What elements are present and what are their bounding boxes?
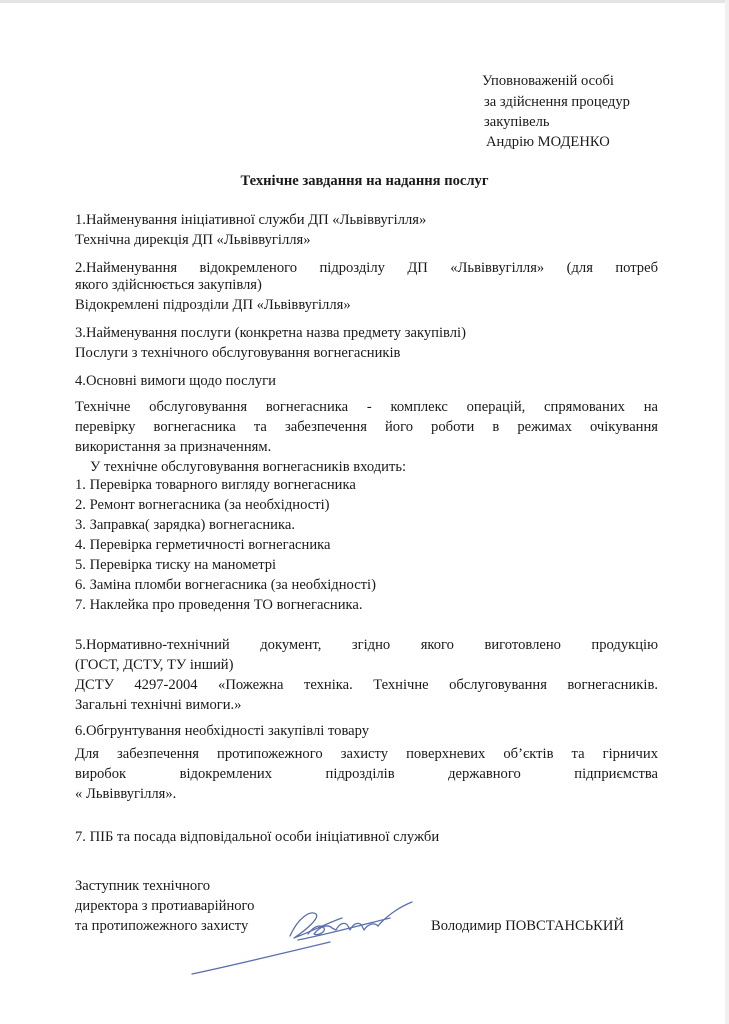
section-1-value: Технічна дирекція ДП «Львіввугілля» (75, 232, 311, 248)
section-5-heading-line-1: 5.Нормативно-технічний документ, згідно якого виготовлено продукцію (75, 637, 658, 653)
list-item: 5. Перевірка тиску на манометрі (75, 557, 277, 573)
section-4-intro: У технічне обслуговування вогнегасників входить: (90, 459, 407, 475)
signer-position-line-3: та протипожежного захисту (75, 918, 249, 934)
signer-position-line-2: директора з протиаварійного (75, 898, 255, 914)
section-2-heading-line-1: 2.Найменування відокремленого підрозділу ДП «Львіввугілля» (для потреб (75, 260, 658, 276)
list-item: 7. Наклейка про проведення ТО вогнегасника. (75, 597, 363, 613)
approval-line-4: Андрію МОДЕНКО (486, 134, 610, 150)
section-4-paragraph-line-1: Технічне обслуговування вогнегасника - комплекс операцій, спрямованих на (75, 399, 658, 415)
list-item: 3. Заправка( зарядка) вогнегасника. (75, 517, 295, 533)
list-item: 6. Заміна пломби вогнегасника (за необхідності) (75, 577, 376, 593)
section-2-heading-line-2: якого здійснюється закупівля) (75, 277, 262, 293)
section-3-value: Послуги з технічного обслуговування вогнегасників (75, 345, 401, 361)
list-item: 1. Перевірка товарного вигляду вогнегасника (75, 477, 356, 493)
signer-name: Володимир ПОВСТАНСЬКИЙ (431, 918, 624, 934)
section-7-heading: 7. ПІБ та посада відповідальної особи ініціативної служби (75, 829, 440, 845)
section-4-paragraph-line-3: використання за призначенням. (75, 439, 272, 455)
signer-position-line-1: Заступник технічного (75, 878, 211, 894)
section-6-value-line-1: Для забезпечення протипожежного захисту поверхневих об’єктів та гірничих (75, 746, 658, 762)
section-6-heading: 6.Обгрунтування необхідності закупівлі товару (75, 723, 370, 739)
section-1-heading: 1.Найменування ініціативної служби ДП «Львіввугілля» (75, 212, 427, 228)
approval-line-2: за здійснення процедур (484, 94, 630, 110)
list-item: 2. Ремонт вогнегасника (за необхідності) (75, 497, 330, 513)
section-3-heading: 3.Найменування послуги (конкретна назва предмету закупівлі) (75, 325, 466, 341)
list-item: 4. Перевірка герметичності вогнегасника (75, 537, 331, 553)
scan-top-edge (0, 0, 729, 3)
approval-line-3: закупівель (484, 114, 550, 130)
section-4-heading: 4.Основні вимоги щодо послуги (75, 373, 276, 389)
scan-right-edge (725, 0, 729, 1024)
section-6-value-line-3: « Львіввугілля». (75, 786, 177, 802)
section-6-value-line-2: виробок відокремлених підрозділів державного підприємства (75, 766, 658, 782)
handwritten-signature (190, 896, 420, 980)
section-5-value-line-1: ДСТУ 4297-2004 «Пожежна техніка. Технічне обслуговування вогнегасників. (75, 677, 658, 693)
document-title: Технічне завдання на надання послуг (240, 173, 489, 189)
section-5-heading-line-2: (ГОСТ, ДСТУ, ТУ інший) (75, 657, 234, 673)
approval-line-1: Уповноваженій особі (482, 73, 614, 89)
section-4-paragraph-line-2: перевірку вогнегасника та забезпечення його роботи в режимах очікування (75, 419, 658, 435)
section-2-value: Відокремлені підрозділи ДП «Львіввугілля» (75, 297, 351, 313)
section-5-value-line-2: Загальні технічні вимоги.» (75, 697, 242, 713)
